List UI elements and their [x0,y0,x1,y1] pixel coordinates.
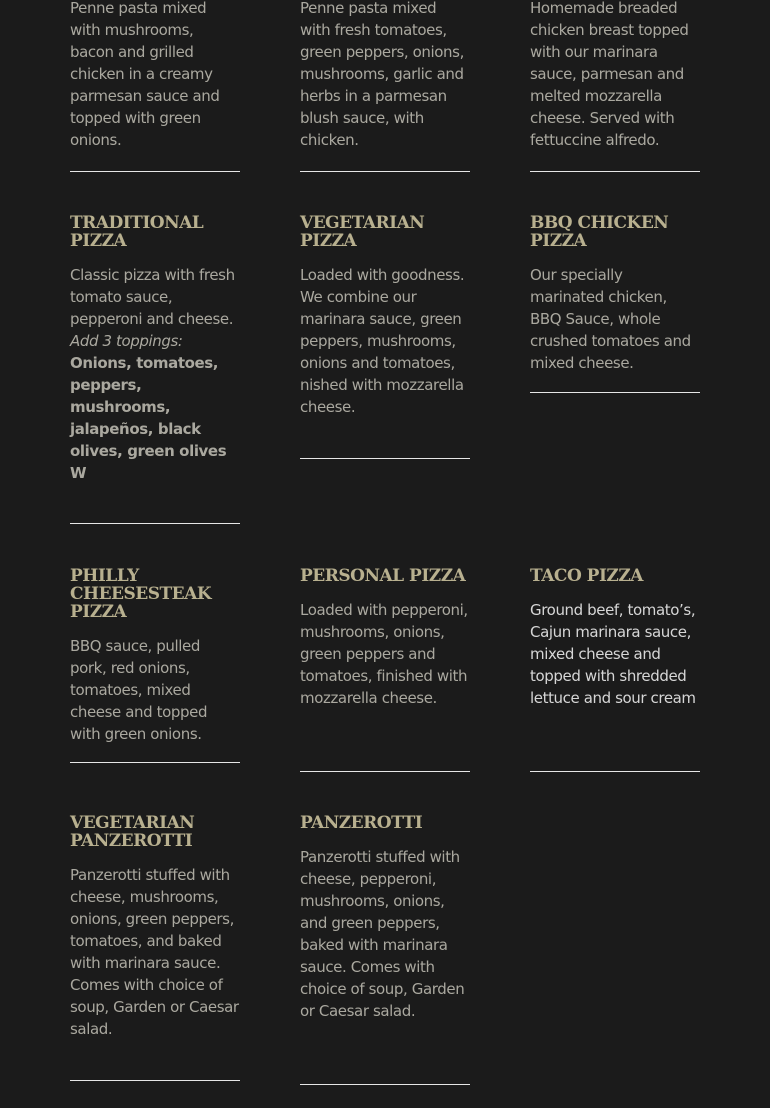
menu-item-vegetarian-panzerotti [70,814,240,1040]
menu-item-title: PERSONAL PIZZA [300,566,466,586]
menu-divider [300,458,470,459]
menu-item-traditional-pizza [70,214,240,484]
menu-item-title: TRADITIONAL PIZZA [70,213,204,251]
menu-item-description: Penne pasta mixed with fresh tomatoes, green peppers, onions, mushrooms, garlic and herbs in a parmesan blush sauce, with chicken. [300,0,464,149]
menu-item-description: Loaded with goodness. We combine our marinara sauce, green peppers, mushrooms, onions and tomatoes, nished with mozzarella cheese. [300,266,465,416]
menu-divider [300,171,470,172]
menu-divider [70,171,240,172]
menu-item-description: Panzerotti stuffed with cheese, mushrooms, onions, green peppers, tomatoes, and baked with marinara sauce. Comes with choice of soup, Garden or Caesar salad. [70,866,239,1038]
menu-item-panzerotti [300,814,470,1022]
menu-item-description: Panzerotti stuffed with cheese, pepperoni, mushrooms, onions, and green peppers, baked with marinara sauce. Comes with choice of soup, Garden or Caesar salad. [300,848,465,1020]
menu-item-addon-list: Onions, tomatoes, peppers, mushrooms, jalapeños, black olives, green olives W [70,354,227,482]
menu-item-description: Ground beef, tomato’s, Cajun marinara sauce, mixed cheese and topped with shredded lettuce and sour cream [530,601,696,707]
menu-item-description: Our specially marinated chicken, BBQ Sauce, whole crushed tomatoes and mixed cheese. [530,266,691,372]
menu-item-taco-pizza [530,567,700,709]
menu-item-description: Classic pizza with fresh tomato sauce, pepperoni and cheese. [70,266,235,328]
menu-item-description: BBQ sauce, pulled pork, red onions, tomatoes, mixed cheese and topped with green onions. [70,637,208,743]
menu-item-title: PANZEROTTI [300,813,423,833]
menu-item-description: Homemade breaded chicken breast topped with our marinara sauce, parmesan and melted mozzarella cheese. Served with fettuccine alfredo. [530,0,689,149]
menu-divider [300,771,470,772]
menu-item [70,0,240,151]
menu-item-title: VEGETARIAN PANZEROTTI [70,813,195,851]
menu-item-description: Loaded with pepperoni, mushrooms, onions, green peppers and tomatoes, finished with mozzarella cheese. [300,601,468,707]
menu-divider [530,171,700,172]
menu-item-bbq-chicken-pizza [530,214,700,374]
menu-divider [70,762,240,763]
menu-item-philly-cheesesteak-pizza [70,567,240,745]
menu-item-personal-pizza [300,567,470,709]
menu-item-addon-label: Add 3 toppings: [70,332,183,350]
menu-divider [70,1080,240,1081]
menu-item-description: Penne pasta mixed with mushrooms, bacon and grilled chicken in a creamy parmesan sauce and topped with green onions. [70,0,220,149]
menu-item-vegetarian-pizza [300,214,470,418]
menu-divider [530,392,700,393]
menu-divider [300,1084,470,1085]
menu-divider [70,523,240,524]
menu-item-title: VEGETARIAN PIZZA [300,213,425,251]
menu-item-title: TACO PIZZA [530,566,643,586]
menu-item-title: PHILLY CHEESESTEAK PIZZA [70,566,212,622]
menu-item-title: BBQ CHICKEN PIZZA [530,213,669,251]
menu-divider [530,771,700,772]
menu-item [530,0,700,151]
menu-item [300,0,470,151]
